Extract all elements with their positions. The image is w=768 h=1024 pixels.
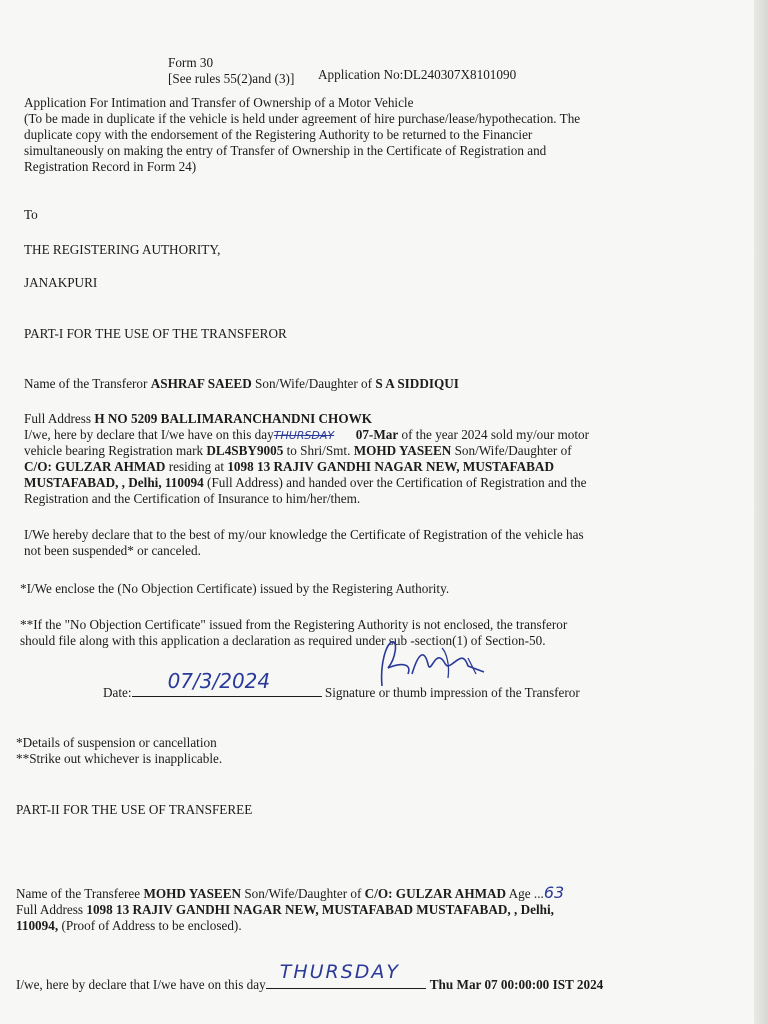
transferee-address-line (16, 902, 554, 917)
transferee-relation-name: C/O: GULZAR AHMAD (364, 886, 507, 901)
sale-declaration-text: (Full Address) and handed over the Certification of Registration and the (203, 475, 587, 490)
sale-date: 07-Mar (355, 427, 399, 442)
buyer-address-cont: MUSTAFABAD, , Delhi, 110094 (24, 475, 204, 490)
transferor-address-label: Full Address (24, 411, 95, 426)
form-note-line: (To be made in duplicate if the vehicle is held under agreement of hire purchase/lease/hypothecation. The (24, 111, 581, 126)
day-field (266, 961, 426, 989)
sale-declaration-text: Son/Wife/Daughter of (451, 443, 572, 458)
transferor-address-line (24, 411, 372, 426)
sale-declaration-line-2 (24, 443, 572, 458)
footnote-strike-out: **Strike out whichever is inapplicable. (16, 751, 223, 766)
date-field (132, 669, 322, 697)
form-note-line: Registration Record in Form 24) (24, 159, 197, 174)
transferee-name: MOHD YASEEN (143, 886, 242, 901)
transferee-pincode: 110094, (16, 918, 59, 933)
form-note-line: simultaneously on making the entry of Transfer of Ownership in the Certificate of Registration and (24, 143, 547, 158)
transferee-address-line-2 (16, 918, 242, 933)
part2-heading: PART-II FOR THE USE OF TRANSFEREE (16, 802, 253, 817)
handwritten-day: THURSDAY (279, 961, 401, 983)
to-label: To (24, 207, 38, 222)
sale-declaration-line-5: Registration and the Certification of Insurance to him/her/them. (24, 491, 361, 506)
transferee-declaration-date: Thu Mar 07 00:00:00 IST 2024 (429, 977, 604, 992)
form-title: Application For Intimation and Transfer of Ownership of a Motor Vehicle (24, 95, 414, 110)
proof-of-address-note: (Proof of Address to be enclosed). (58, 918, 242, 933)
buyer-relation: C/O: GULZAR AHMAD (24, 459, 166, 474)
noc-note: should file along with this application a declaration as required under sub -section(1) of Section-50. (20, 633, 546, 648)
page-edge-shadow (754, 0, 768, 1024)
age-label: Age ... (506, 886, 544, 901)
form-note-line: duplicate copy with the endorsement of the Registering Authority to be returned to the Financier (24, 127, 533, 142)
buyer-name: MOHD YASEEN (353, 443, 452, 458)
sale-declaration-text: residing at (165, 459, 228, 474)
buyer-address: 1098 13 RAJIV GANDHI NAGAR NEW, MUSTAFABAD (227, 459, 554, 474)
part1-heading: PART-I FOR THE USE OF THE TRANSFEROR (24, 326, 287, 341)
application-number: Application No:DL240307X8101090 (318, 67, 517, 82)
transferee-name-line (16, 885, 564, 901)
sale-declaration-text: I/we, here by declare that I/we have on this day (24, 427, 274, 442)
transferor-name-label: Name of the Transferor (24, 376, 151, 391)
sale-declaration-text: vehicle bearing Registration mark (24, 443, 207, 458)
authority-place: JANAKPURI (24, 275, 98, 290)
form-number: Form 30 (168, 55, 214, 70)
signature-line (103, 669, 580, 700)
transferee-name-label: Name of the Transferee (16, 886, 144, 901)
transferee-declaration-text: I/we, here by declare that I/we have on this day (16, 977, 266, 992)
transferee-declaration-line (16, 961, 604, 992)
handwritten-date: 07/3/2024 (167, 669, 271, 693)
sale-declaration-line-4 (24, 475, 586, 490)
handwritten-age: 63 (543, 883, 565, 902)
transferee-address-label: Full Address (16, 902, 87, 917)
transferor-name-line (24, 376, 459, 391)
transferee-address: 1098 13 RAJIV GANDHI NAGAR NEW, MUSTAFABAD MUSTAFABAD, , Delhi, (86, 902, 554, 917)
sale-declaration-text: to Shri/Smt. (283, 443, 354, 458)
handwritten-day: THURSDAY (273, 429, 335, 442)
noc-enclose-statement: *I/We enclose the (No Objection Certificate) issued by the Registering Authority. (20, 581, 450, 596)
knowledge-declaration: not been suspended* or canceled. (24, 543, 201, 558)
transferor-relation-name: S A SIDDIQUI (375, 376, 459, 391)
transferor-relation-label: Son/Wife/Daughter of (251, 376, 376, 391)
signature-label: Signature or thumb impression of the Transferor (321, 685, 580, 700)
noc-note: **If the "No Objection Certificate" issued from the Registering Authority is not enclosed, the transferor (20, 617, 568, 632)
sale-declaration-text: of the year 2024 sold my/our motor (398, 427, 590, 442)
registration-mark: DL4SBY9005 (206, 443, 284, 458)
sale-declaration-line-1 (24, 427, 589, 443)
registering-authority: THE REGISTERING AUTHORITY, (24, 242, 221, 257)
transferor-name: ASHRAF SAEED (150, 376, 252, 391)
form-rules: [See rules 55(2)and (3)] (168, 71, 295, 86)
date-label: Date: (103, 685, 132, 700)
footnote-suspension: *Details of suspension or cancellation (16, 735, 217, 750)
transferee-relation-label: Son/Wife/Daughter of (241, 886, 365, 901)
transferor-address: H NO 5209 BALLIMARANCHANDNI CHOWK (94, 411, 373, 426)
sale-declaration-line-3 (24, 459, 554, 474)
knowledge-declaration: I/We hereby declare that to the best of my/our knowledge the Certificate of Registration of the vehicle has (24, 527, 584, 542)
